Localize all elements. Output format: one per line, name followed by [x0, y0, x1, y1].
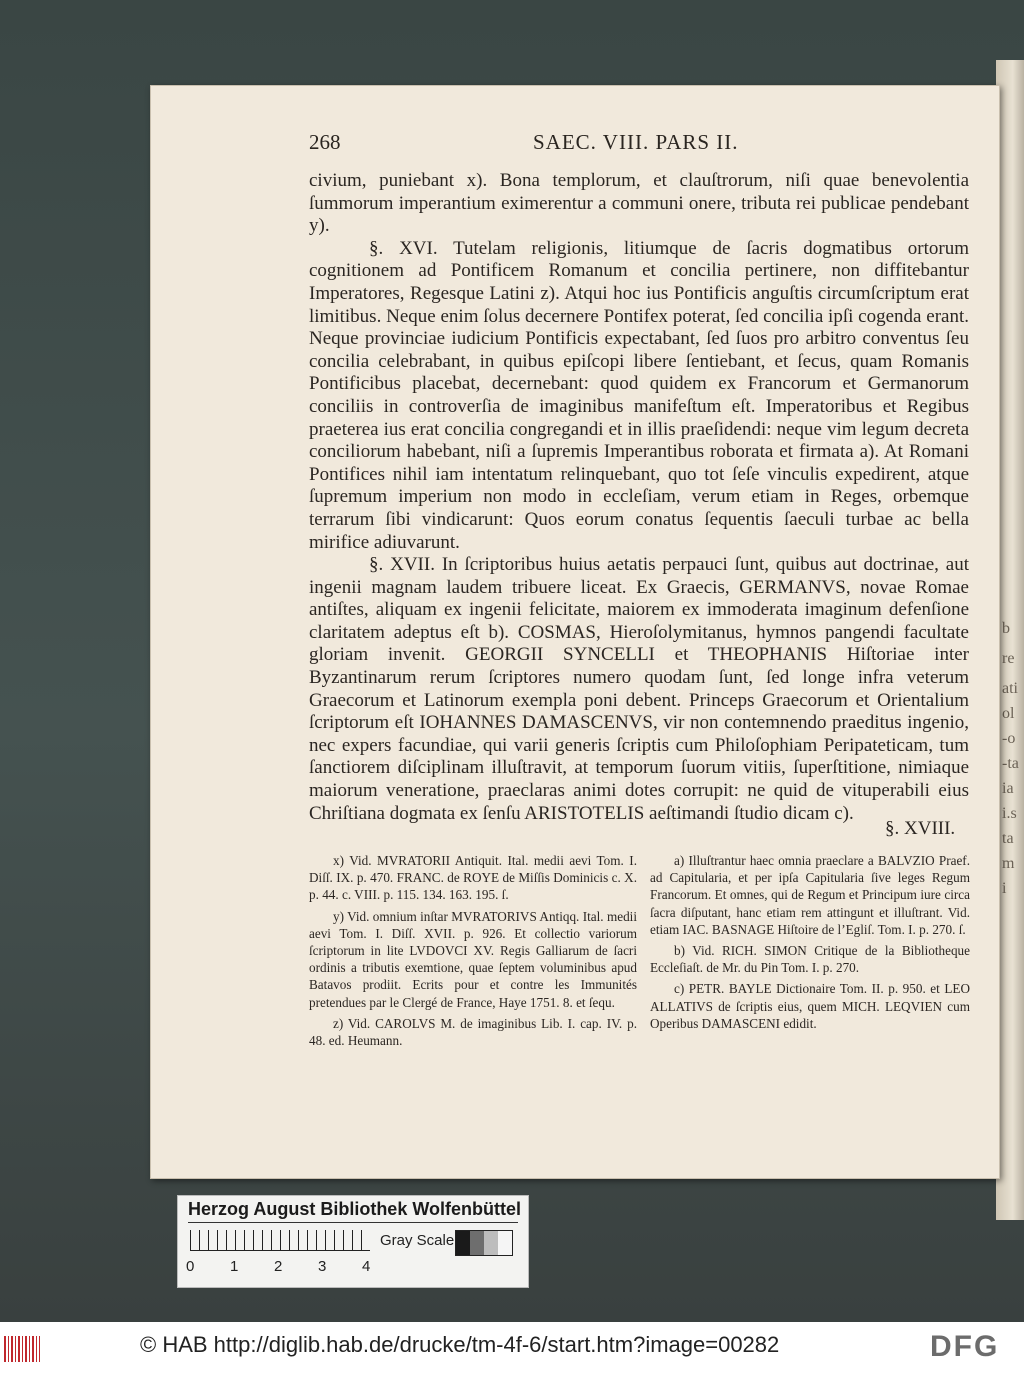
ruler-number: 2 — [274, 1258, 283, 1275]
neighbor-fragment: i.s — [1002, 805, 1017, 822]
gray-scale-label: Gray Scale — [380, 1232, 455, 1249]
neighbor-fragment: ol — [1002, 705, 1015, 722]
catchword: §. XVIII. — [885, 818, 956, 839]
ruler-number: 1 — [230, 1258, 239, 1275]
footnote-b: b) Vid. RICH. SIMON Critique de la Bibliotheque Eccleſiaſt. de Mr. du Pin Tom. I. p. 270. — [650, 943, 970, 976]
page-header — [309, 130, 969, 160]
ruler-number: 4 — [362, 1258, 371, 1275]
neighbor-fragment: ta — [1002, 830, 1014, 847]
divider — [188, 1222, 518, 1223]
page-number: 268 — [309, 130, 341, 154]
paragraph-section-16: §. XVI. Tutelam religionis, litiumque de ſacris dogmatibus ortorum cognitionem ad Pontificem Romanum et concilia pertinere, non diffitebantur Imperatores, Regesque Latini z). Atqui hoc ius Pontificis anguſtis circumſcriptum erat limitibus. Neque enim ſolus decernere Pontifex poterat, ſed concilia ipſi cogenda erant. Neque provinciae iudicium Pontificis expectabant, ſed ſuos pro arbitro conventus ſeu concilia celebrabant, in quibus epiſcopi libere ſentiebant, et ſecus, quam Romanis Pontificibus placebat, decernebant: quod quidem ex Francorum et Germanorum conciliis in controverſia de imaginibus manifeſtum eſt. Imperatoribus et Regibus praeterea ius erat concilia congregandi et in illis praeſidendi: neque vim legum decreta conciliorum habebant, niſi a ſupremis Imperantibus roborata et firmata a). At Romani Pontifices nihil iam intentatum relinquebant, quo tot ſeſe vinculis expedirent, atque ſupremum imperium non modo in eccleſiam, verum etiam in Reges, orbemque terrarum ſibi vindicarunt: Quos eorum conatus ſequentis ſaeculi turbae ac bella mirifice adiuvarunt. — [309, 237, 969, 553]
barcode-icon — [4, 1336, 40, 1362]
running-head: SAEC. VIII. PARS II. — [533, 130, 739, 154]
gray-scale-swatch — [455, 1230, 513, 1256]
neighbor-fragment: ati — [1002, 680, 1018, 697]
neighbor-fragment: -ta — [1002, 755, 1019, 772]
library-name: Herzog August Bibliothek Wolfenbüttel — [188, 1199, 521, 1219]
neighbor-fragment: -o — [1002, 730, 1016, 747]
footnote-c: c) PETR. BAYLE Dictionaire Tom. II. p. 950. et LEO ALLATIVS de ſcriptis eius, quem MICH. LEQVIEN cum Operibus DAMASCENI edidit. — [650, 981, 970, 1031]
ruler-ticks — [190, 1230, 370, 1251]
neighbor-fragment: i — [1002, 880, 1007, 897]
footnote-a: a) Illuſtrantur haec omnia praeclare a BALVZIO Praef. ad Capitularia, et per ipſa Capitularia ſive leges Regum Francorum. Et omnes, qui de Regum et Principum iure circa ſacra diſputant, hanc etiam rem attingunt et illuſtrant. Vid. etiam IAC. BASNAGE Hiſtoire de l’Egliſ. Tom. I. p. 270. ſ. — [650, 853, 970, 937]
neighbor-fragment: re — [1002, 650, 1015, 667]
neighbor-page-edge — [996, 60, 1024, 1220]
ruler-number: 0 — [186, 1258, 195, 1275]
footer-bar — [0, 1322, 1024, 1374]
scale-card — [177, 1195, 529, 1288]
neighbor-fragment: m — [1002, 855, 1015, 872]
paragraph-section-17: §. XVII. In ſcriptoribus huius aetatis perpauci ſunt, quibus aut doctrinae, aut ingenii magnam laudem tribuere liceat. Ex Graecis, GERMANVS, novae Romae antiſtes, aliquam ex ingenii felicitate, maiorem ex immoderata imaginum defenſione claritatem adeptus eſt b). COSMAS, Hieroſolymitanus, hymnos pangendi facultate gloriam invenit. GEORGII SYNCELLI et THEOPHANIS Hiſtoriae inter Byzantinarum rerum ſcriptores numero quodam ſunt, ſed longe infra veterum Graecorum et Latinorum exempla poni debent. Princeps Graecorum et Orientalium ſcriptorum eſt IOHANNES DAMASCENVS, vir non contemnendo praeditus ingenio, nec expers facundiae, qui varii generis ſcriptis cum Philoſophiam Peripateticam, tum ſanctiorem diſciplinam illuſtravit, at temporum ſuorum vitiis, ſuperſtitione, nimiaque maiorum veneratione, praeclaras animi dotes corrupit: ne quid de vituperabili eius Chriſtiana dogmata ex ſenſu ARISTOTELIS aeſtimandi ſtudio dicam c). — [309, 554, 969, 824]
paragraph: civium, puniebant x). Bona templorum, et clauſtrorum, niſi quae benevolentia ſummorum imperantium eximerentur a communi onere, tributa rei publicae pendebant y). — [309, 170, 969, 237]
dfg-logo: DFG — [930, 1330, 1000, 1363]
footnotes-left — [309, 852, 637, 1053]
ruler-number: 3 — [318, 1258, 327, 1275]
footnote-z: z) Vid. CAROLVS M. de imaginibus Lib. I. cap. IV. p. 48. ed. Heumann. — [309, 1015, 637, 1049]
footnote-x: x) Vid. MVRATORII Antiquit. Ital. medii aevi Tom. I. Diſſ. IX. p. 470. FRANC. de ROYE de Miſſis Dominicis c. X. p. 44. c. VIII. p. 115. 134. 163. 195. ſ. — [309, 853, 637, 903]
footer-citation[interactable]: © HAB http://diglib.hab.de/drucke/tm-4f-6/start.htm?image=00282 — [140, 1332, 780, 1357]
neighbor-fragment: ia — [1002, 780, 1014, 797]
footnote-y: y) Vid. omnium inſtar MVRATORIVS Antiqq. Ital. medii aevi Tom. I. Diſſ. XVII. p. 926. Et collectio variorum ſcriptorum in lite LVDOVCI XV. Regis Galliarum de ſacri ordinis a tributis exemtione, quae ſeptem voluminibus apud Batavos prodiit. Ecrits pour et contre les Immunités pretendues par le Clergé de France, Haye 1751. 8. et ſequ. — [309, 908, 637, 1010]
main-text — [309, 170, 969, 825]
footnotes-right — [650, 852, 970, 1036]
neighbor-fragment: b — [1002, 620, 1010, 637]
